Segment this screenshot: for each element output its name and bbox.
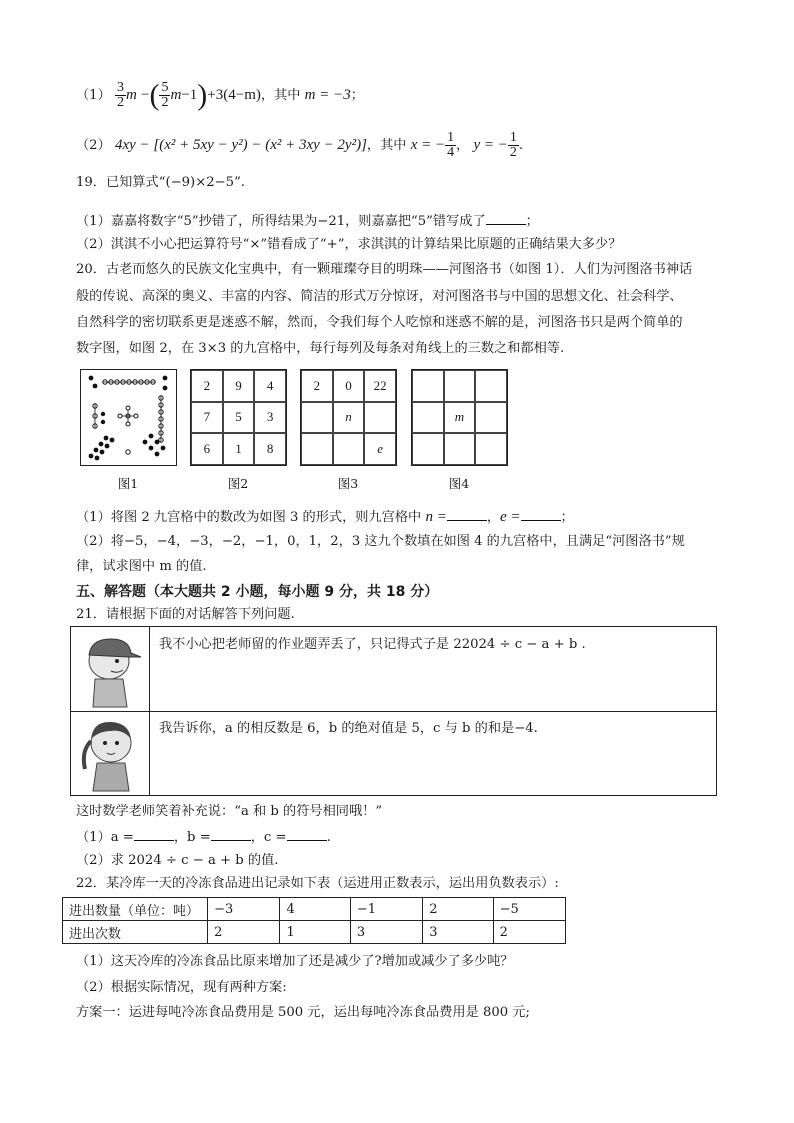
var-m-2: m [170, 87, 182, 103]
fig3-cell [364, 402, 396, 434]
q20-part1 [76, 508, 574, 527]
figure2-grid [190, 369, 287, 466]
table-cell: −3 [208, 898, 280, 921]
dialog-row-girl [71, 711, 716, 795]
fig2-cell: 8 [254, 433, 286, 465]
e-eq: e = [500, 509, 521, 525]
fig2-cell: 2 [191, 370, 223, 402]
q20-part2-line1: （2）将−5，−4，−3，−2，−1，0，1，2，3 这九个数填在如图 4 的九宫格中，且满足“河图洛书”规 [76, 534, 685, 549]
q21-stem: 21．请根据下面的对话解答下列问题. [76, 607, 295, 622]
boy-cartoon-image [71, 627, 149, 711]
fig2-cell: 7 [191, 402, 223, 434]
figure2-caption: 图2 [227, 476, 249, 491]
minus-sign: − [141, 87, 150, 103]
q20-line4: 数字图，如图 2，在 3×3 的九宫格中，每行每列及每条对角线上的三数之和都相等. [76, 341, 565, 356]
fig3-cell [301, 433, 333, 465]
luoshu-dots-image [81, 370, 176, 465]
fig2-cell: 1 [223, 433, 255, 465]
fig2-cell: 3 [254, 402, 286, 434]
tail-expr: +3(4−m) [207, 87, 261, 103]
fraction-1-2: $\frac{1}{2}$ [509, 130, 517, 160]
q19-part1-text: （1）嘉嘉将数字“5”抄错了，所得结果为−21，则嘉嘉把“5”错写成了 [76, 214, 486, 229]
table-cell: 3 [423, 921, 493, 944]
q22-part1: （1）这天冷库的冷冻食品比原来增加了还是减少了?增加或减少了多少吨？ [76, 954, 514, 969]
fig4-cell [444, 370, 476, 402]
fraction-1-4: $\frac{1}{4}$ [447, 130, 455, 160]
fig2-cell: 5 [223, 402, 255, 434]
girl-avatar [71, 711, 150, 795]
q19-part1 [76, 212, 539, 231]
n-eq: n = [425, 509, 447, 525]
table-cell: 2 [208, 921, 280, 944]
var-m: m [125, 87, 137, 103]
figure4-grid [411, 369, 508, 466]
table-cell: 2 [493, 921, 565, 944]
q18-part1 [76, 80, 364, 110]
fig4-cell [412, 370, 444, 402]
q20-part2-line2: 律，试求图中 m 的值. [76, 559, 207, 574]
figure3-caption: 图3 [337, 476, 359, 491]
fig3-cell: 22 [364, 370, 396, 402]
table-cell: 进出数量（单位：吨） [63, 898, 208, 921]
b-blank [211, 828, 251, 841]
fig4-cell [412, 433, 444, 465]
table-cell: −5 [493, 898, 565, 921]
fig3-cell: n [333, 402, 365, 434]
fraction-3-2: $\frac{3}{2}$ [116, 80, 124, 110]
fig2-cell: 9 [223, 370, 255, 402]
answer-blank [486, 212, 526, 225]
girl-speech: 我告诉你，a 的相反数是 6，b 的绝对值是 5，c 与 b 的和是−4. [159, 721, 538, 736]
q20-part1-end: ； [560, 510, 574, 525]
q20-line3: 自然科学的密切联系更是迷惑不解，然而，令我们每个人吃惊和迷惑不解的是，河图洛书只是两个简单的 [76, 315, 683, 330]
boy-speech: 我不小心把老师留的作业题弄丢了，只记得式子是 22024 ÷ c − a + b . [159, 637, 586, 652]
q20-line2: 般的传说、高深的奥义、丰富的内容、简洁的形式万分惊讶，对河图洛书与中国的思想文化、社会科学、 [76, 289, 683, 304]
minus-one: −1 [181, 87, 198, 103]
section5-title: 五、解答题（本大题共 2 小题，每小题 9 分，共 18 分） [76, 584, 439, 600]
q18-part2-label: （2） [76, 138, 111, 153]
q18-part2-expr: 4xy − [(x² + 5xy − y²) − (x² + 3xy − 2y²)] [114, 137, 367, 153]
boy-avatar [71, 627, 150, 711]
figure1-luoshu [80, 369, 177, 466]
b-eq: ，b = [173, 830, 211, 845]
a-eq: （1）a = [76, 830, 134, 845]
dialog-row-boy [71, 627, 716, 712]
a-blank [134, 828, 174, 841]
q22-plan1: 方案一：运进每吨冷冻食品费用是 500 元，运出每吨冷冻食品费用是 800 元; [76, 1005, 530, 1020]
x-lhs: x = − [410, 137, 446, 153]
q19-part2: （2）淇淇不小心把运算符号“×”错看成了“+”，求淇淇的计算结果比原题的正确结果大多少？ [76, 237, 622, 252]
fraction-5-2: $\frac{5}{2}$ [161, 80, 169, 110]
q22-part2: （2）根据实际情况，现有两种方案: [76, 980, 287, 995]
fig3-cell [301, 402, 333, 434]
girl-cartoon-image [71, 711, 149, 795]
q18-part1-label: （1） [76, 88, 111, 103]
q20-part1-text: （1）将图 2 九宫格中的数改为如图 3 的形式，则九宫格中 [76, 510, 422, 525]
table-cell: 1 [280, 921, 350, 944]
q19-stem: 19．已知算式“(−9)×2−5”. [76, 175, 246, 190]
q21-part1-end: . [326, 830, 331, 845]
q18-part2 [76, 130, 523, 160]
fig4-cell [475, 433, 507, 465]
condition-math: m = −3 [304, 87, 351, 103]
q22-table [62, 897, 566, 944]
fig4-cell [444, 433, 476, 465]
table-cell: 进出次数 [63, 921, 208, 944]
q19-part1-end: ； [525, 214, 539, 229]
right-paren: ) [197, 78, 208, 112]
period: . [518, 138, 524, 153]
q22-stem: 22．某冷库一天的冷冻食品进出记录如下表（运进用正数表示，运出用负数表示）: [76, 876, 559, 891]
fig4-cell [475, 402, 507, 434]
c-eq: ，c = [250, 830, 287, 845]
figure1-caption: 图1 [117, 476, 139, 491]
figure3-grid [300, 369, 397, 466]
left-paren: ( [149, 78, 160, 112]
fig4-cell [475, 370, 507, 402]
fig2-cell: 6 [191, 433, 223, 465]
y-lhs: y = − [473, 137, 508, 153]
dialog-box [70, 626, 717, 796]
figure4-caption: 图4 [448, 476, 470, 491]
fig3-cell [333, 433, 365, 465]
table-cell: 2 [423, 898, 493, 921]
fig3-cell: 0 [333, 370, 365, 402]
semicolon: ； [350, 88, 364, 103]
fig3-cell: 2 [301, 370, 333, 402]
q20-line1: 20．古老而悠久的民族文化宝典中，有一颗璀璨夺目的明珠——河图洛书（如图 1）．人们为河图洛书神话 [76, 262, 693, 277]
condition-text-2: ，其中 [366, 138, 407, 153]
separator: ， [456, 138, 470, 153]
n-blank [447, 508, 487, 521]
table-cell: 4 [280, 898, 350, 921]
q21-part1 [76, 828, 331, 847]
table-row [63, 921, 566, 944]
table-cell: 3 [350, 921, 422, 944]
fig3-cell: e [364, 433, 396, 465]
e-blank [521, 508, 561, 521]
condition-text: ，其中 [260, 88, 301, 103]
fig4-cell [412, 402, 444, 434]
table-row [63, 898, 566, 921]
c-blank [287, 828, 327, 841]
fig2-cell: 4 [254, 370, 286, 402]
q20-sep: ， [486, 510, 501, 525]
q21-teacher: 这时数学老师笑着补充说：“a 和 b 的符号相同哦！” [76, 804, 383, 819]
table-cell: −1 [350, 898, 422, 921]
q21-part2: （2）求 2024 ÷ c − a + b 的值. [76, 853, 279, 868]
fig4-cell: m [444, 402, 476, 434]
